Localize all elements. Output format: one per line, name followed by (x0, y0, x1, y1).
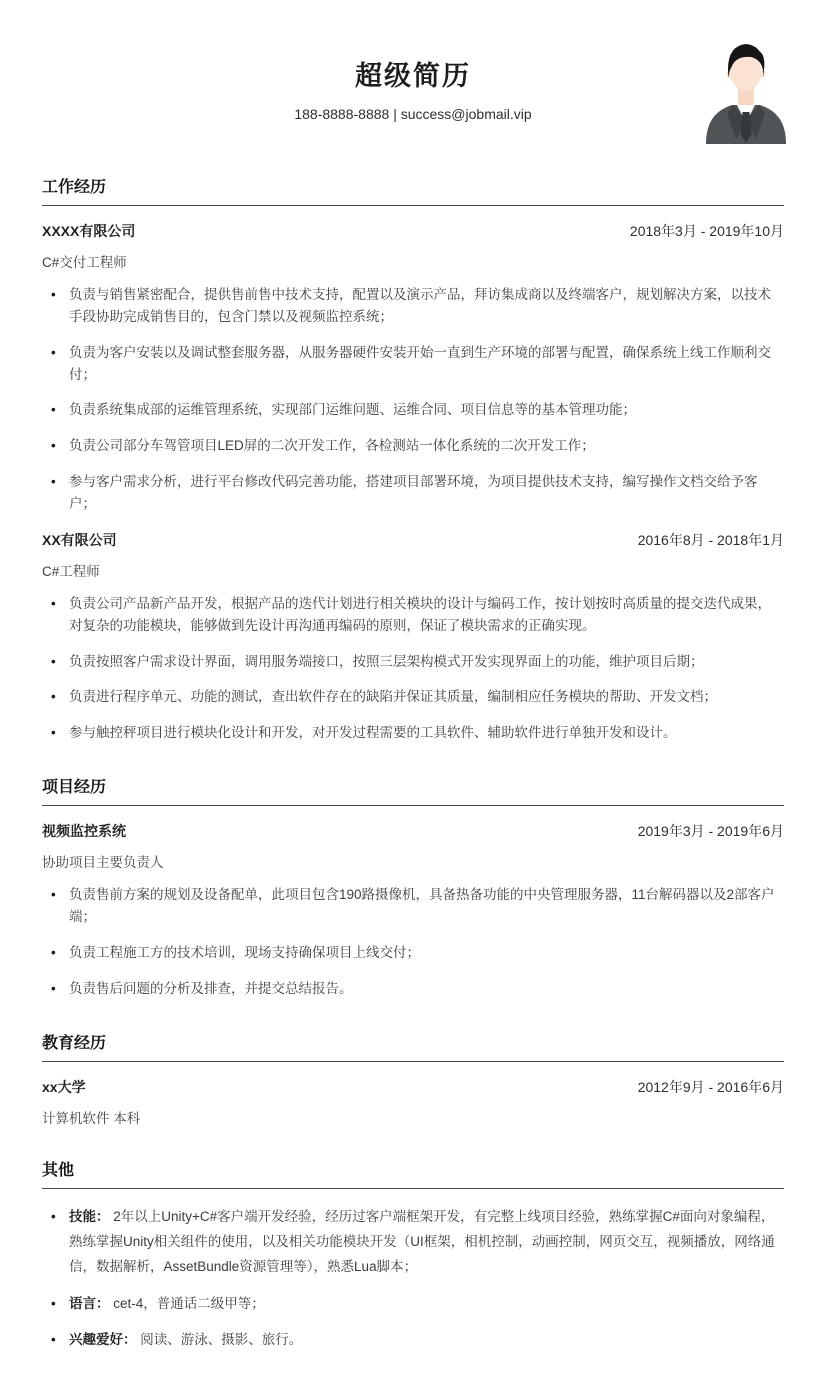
job-date-range: 2018年3月 - 2019年10月 (629, 223, 784, 239)
bullet-item: • 负责为客户安装以及调试整套服务器，从服务器硬件安装开始一直到生产环境的部署与配置，确保系统上线工作顺利交付； (42, 342, 784, 386)
bullet-item: • 负责售前方案的规划及设备配单，此项目包含190路摄像机，具备热备功能的中央管理服务器，11台解码器以及2部客户端； (42, 884, 784, 928)
male-avatar-icon (702, 36, 790, 144)
section-education (42, 1030, 784, 1127)
education-entry (42, 1077, 784, 1127)
skill-label: 技能： (69, 1208, 110, 1224)
section-other (42, 1157, 784, 1354)
bullet-item: • 负责系统集成部的运维管理系统，实现部门运维问题、运维合同、项目信息等的基本管理功能； (42, 399, 784, 421)
bullet-item: • 负责进行程序单元、功能的测试，查出软件存在的缺陷并保证其质量，编制相应任务模块的帮助、开发文档； (42, 686, 784, 708)
bullet-item: • 负责工程施工方的技术培训，现场支持确保项目上线交付； (42, 942, 784, 964)
hobby-item (42, 1328, 784, 1353)
skill-text: 2年以上Unity+C#客户端开发经验，经历过客户端框架开发，有完整上线项目经验，熟练掌握C#面向对象编程，熟练掌握Unity相关组件的使用，以及相关功能模块开发（UI框架，相机控制，动画控制，网页交互，视频播放，网络通信，数据解析，AssetBundle资源管理等），熟悉Lua脚本； (69, 1208, 775, 1274)
job-title: C#交付工程师 (42, 255, 127, 270)
job-entry-head (42, 530, 784, 550)
bullet-item: • 参与客户需求分析，进行平台修改代码完善功能，搭建项目部署环境，为项目提供技术支持，编写操作文档交给予客户； (42, 471, 784, 515)
language-text: cet-4，普通话二级甲等； (113, 1295, 265, 1311)
language-item (42, 1292, 784, 1317)
section-work-experience (42, 174, 784, 744)
bullet-item: • 负责按照客户需求设计界面，调用服务端接口，按照三层架构模式开发实现界面上的功能，维护项目后期； (42, 651, 784, 673)
company-name: XX有限公司 (42, 531, 117, 548)
other-list (42, 1205, 784, 1354)
education-detail: 计算机软件 本科 (42, 1110, 141, 1126)
project-bullet-list (42, 884, 784, 999)
job-title: C#工程师 (42, 563, 100, 579)
school-name: xx大学 (42, 1078, 86, 1095)
job-bullet-list (42, 284, 784, 515)
hobby-label: 兴趣爱好： (69, 1332, 137, 1348)
language-label: 语言： (69, 1295, 110, 1311)
resume-header (42, 54, 784, 122)
job-entry (42, 530, 784, 744)
company-name: XXXX有限公司 (42, 223, 136, 239)
job-bullet-list (42, 593, 784, 744)
bullet-item: • 负责公司部分车驾管项目LED屏的二次开发工作，各检测站一体化系统的二次开发工作； (42, 435, 784, 457)
hobby-text: 阅读、游泳、摄影、旅行。 (140, 1332, 303, 1348)
project-entry (42, 821, 784, 999)
section-heading-projects: 项目经历 (42, 774, 784, 806)
project-role: 协助项目主要负责人 (42, 855, 164, 871)
project-date-range: 2019年3月 - 2019年6月 (637, 823, 784, 840)
job-date-range: 2016年8月 - 2018年1月 (637, 531, 784, 548)
education-entry-head (42, 1077, 784, 1097)
skill-item (42, 1205, 784, 1280)
project-name: 视频监控系统 (42, 823, 126, 840)
bullet-item: • 负责售后问题的分析及排查，并提交总结报告。 (42, 978, 784, 1000)
page-title: 超级简历 (355, 61, 471, 91)
bullet-item: • 负责与销售紧密配合，提供售前售中技术支持，配置以及演示产品，拜访集成商以及终端客户，规划解决方案，以技术手段协助完成销售目的，包含门禁以及视频监控系统； (42, 284, 784, 328)
project-entry-head (42, 821, 784, 841)
job-entry (42, 221, 784, 515)
section-heading-education: 教育经历 (42, 1030, 784, 1062)
contact-line: 188-8888-8888 | success@jobmail.vip (294, 106, 532, 122)
job-entry-head (42, 221, 784, 241)
section-heading-work: 工作经历 (42, 174, 784, 206)
section-project-experience (42, 774, 784, 999)
section-heading-other: 其他 (42, 1157, 784, 1189)
education-date-range: 2012年9月 - 2016年6月 (637, 1078, 784, 1095)
bullet-item: • 负责公司产品新产品开发，根据产品的迭代计划进行相关模块的设计与编码工作，按计划按时高质量的提交迭代成果，对复杂的功能模块，能够做到先设计再沟通再编码的原则，保证了模块需求的正确实现。 (42, 593, 784, 637)
profile-photo (702, 36, 790, 144)
bullet-item: • 参与触控秤项目进行模块化设计和开发，对开发过程需要的工具软件、辅助软件进行单独开发和设计。 (42, 722, 784, 744)
